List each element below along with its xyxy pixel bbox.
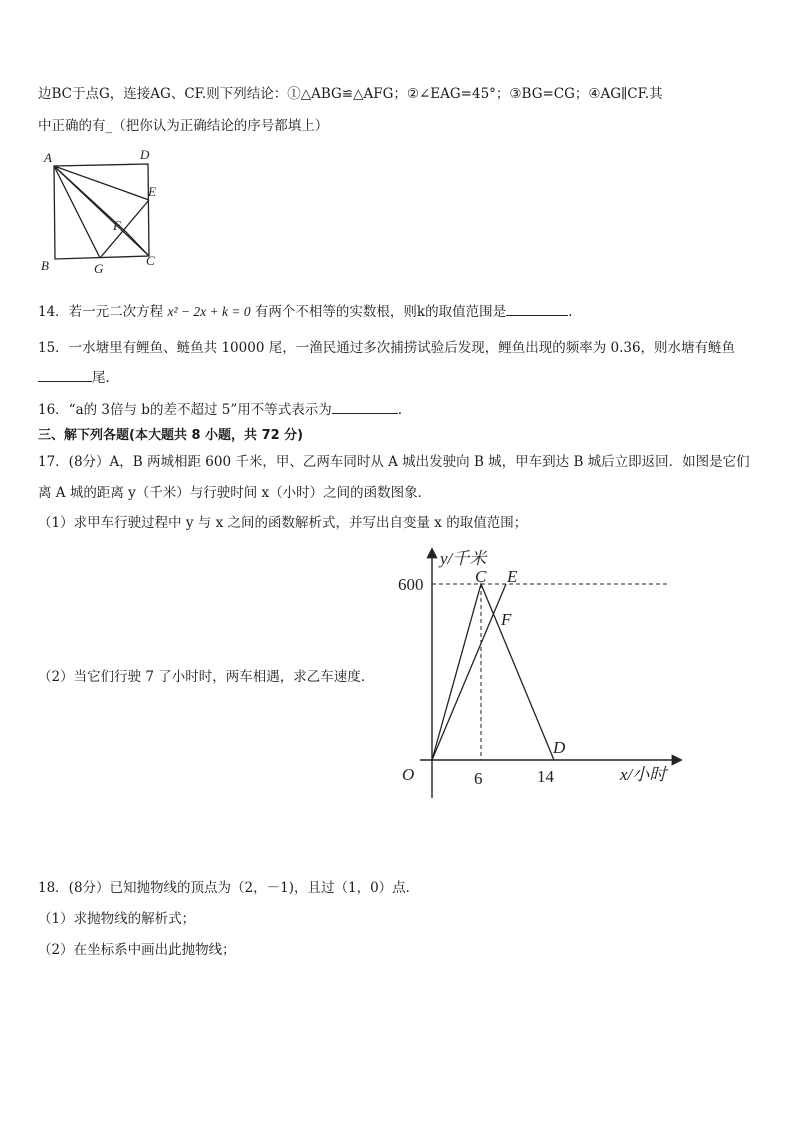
q17-line1: 17．(8分）A，B 两城相距 600 千米，甲、乙两车同时从 A 城出发驶向 B 城，甲车到达 B 城后立即返回．如图是它们 (38, 454, 750, 470)
x-tick-6: 6 (474, 769, 483, 788)
label-b: B (41, 258, 49, 273)
q15-line2 (38, 366, 110, 386)
origin-label: O (402, 765, 415, 784)
label-d: D (140, 147, 150, 162)
car-yi-line (432, 584, 506, 760)
q16 (38, 398, 402, 418)
point-f-label: F (501, 610, 512, 629)
y-axis-label: y/千米 (440, 549, 487, 568)
q15-end: 尾. (92, 370, 110, 386)
q13-line1: 边BC于点G，连接AG、CF.则下列结论：①△ABG≌△AFG；②∠EAG=45°；③BG=CG；④AG∥CF.其 (38, 86, 663, 102)
car-jia-line (432, 584, 554, 760)
q14 (38, 300, 572, 320)
x-axis-label: x/小时 (620, 765, 667, 784)
segment-ac (54, 166, 149, 256)
label-a: A (44, 150, 52, 165)
q13-line2: 中正确的有_（把你认为正确结论的序号都填上） (38, 118, 329, 134)
q14-answer-blank[interactable] (506, 301, 568, 316)
q17-line2: 离 A 城的距离 y（千米）与行驶时间 x（小时）之间的函数图象． (38, 485, 432, 501)
point-e-label: E (507, 567, 518, 586)
q17-part2: （2）当它们行驶 7 了小时时，两车相遇，求乙车速度． (38, 669, 375, 685)
y-tick-600: 600 (398, 575, 424, 594)
label-g: G (94, 261, 104, 276)
q14-equation: x² − 2x + k = 0 (167, 304, 251, 319)
q18-part1: （1）求抛物线的解析式； (38, 911, 196, 927)
square-figure (38, 146, 168, 278)
label-e: E (148, 184, 156, 199)
q14-end: . (568, 304, 573, 320)
label-f: F (113, 218, 121, 233)
q14-suffix: 有两个不相等的实数根，则k的取值范围是 (250, 304, 507, 320)
q18-part2: （2）在坐标系中画出此抛物线； (38, 942, 236, 958)
point-d-label: D (553, 738, 566, 757)
q16-prefix: 16．“a的 3倍与 b的差不超过 5”用不等式表示为 (38, 402, 332, 418)
point-c-label: C (475, 567, 487, 586)
section3-title: 三、解下列各题(本大题共 8 小题，共 72 分) (38, 428, 304, 443)
q18-line1: 18．(8分）已知抛物线的顶点为（2，－1)，且过（1，0）点． (38, 880, 420, 896)
q14-prefix: 14．若一元二次方程 (38, 304, 168, 320)
distance-time-graph (380, 540, 690, 800)
x-tick-14: 14 (537, 767, 554, 786)
label-c: C (146, 253, 155, 268)
q16-end: . (397, 402, 403, 418)
q16-answer-blank[interactable] (332, 399, 398, 414)
q15-answer-blank[interactable] (38, 367, 92, 382)
q17-part1: （1）求甲车行驶过程中 y 与 x 之间的函数解析式，并写出自变量 x 的取值范围； (38, 515, 528, 531)
q15-line1: 15．一水塘里有鲤鱼、鲢鱼共 10000 尾，一渔民通过多次捕捞试验后发现，鲤鱼出现的频率为 0.36，则水塘有鲢鱼 (38, 340, 736, 356)
